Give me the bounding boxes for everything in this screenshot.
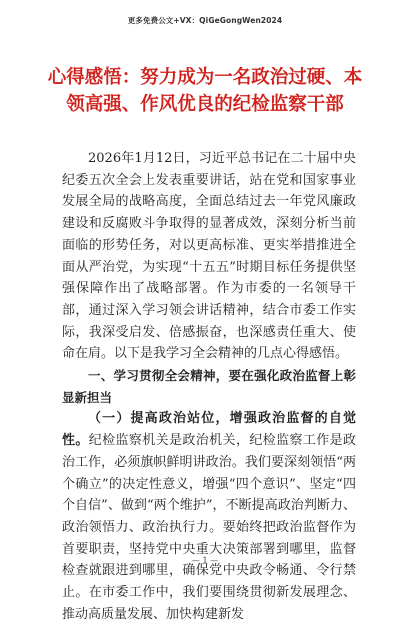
page-number: — 1 — <box>191 556 219 565</box>
subsection-heading-1: （一）提高政治站位，增强政治监督的自觉性。 <box>62 411 356 449</box>
page-header: 更多免费公文+VX：QiGeGongWen2024 <box>127 16 283 25</box>
subsection-body-1: 纪检监察机关是政治机关，纪检监察工作是政治工作，必须旗帜鲜明讲政治。我们要深刻领悟“两个确立”的决定性意义，增强“四个意识”、坚定“四个自信”、做到“两个维护”，不断提高政治判断力、政治领悟力、政治执行力。要始终把政治监督作为首要职责，坚持党中央重大决策部署到哪里，监督检查就跟进到哪里，确保党中央政令畅通、令行禁止。在市委工作中，我们要围绕贯彻新发展理念、推动高质量发展、加快构建新发 <box>62 433 356 622</box>
intro-paragraph: 2026年1月12日，习近平总书记在二十届中央纪委五次全会上发表重要讲话，站在党和国家事业发展全局的战略高度，全面总结过去一年党风廉政建设和反腐败斗争取得的显著成效，深刻分析当前面临的形势任务，对以更高标准、更实举措推进全面从严治党，为实现“十五五”时期目标任务提供坚强保障作出了战略部署。作为市委的一名领导干部，通过深入学习领会讲话精神，结合市委工作实际，我深受启发、倍感振奋，也深感责任重大、使命在肩。以下是我学习全会精神的几点心得感悟。 <box>62 151 356 362</box>
document-title: 心得感悟：努力成为一名政治过硬、本领高强、作风优良的纪检监察干部 <box>47 67 363 115</box>
subsection-paragraph-1 <box>62 408 356 625</box>
document-body <box>62 148 356 625</box>
section-heading-1: 一、学习贯彻全会精神，要在强化政治监督上彰显新担当 <box>62 368 356 405</box>
